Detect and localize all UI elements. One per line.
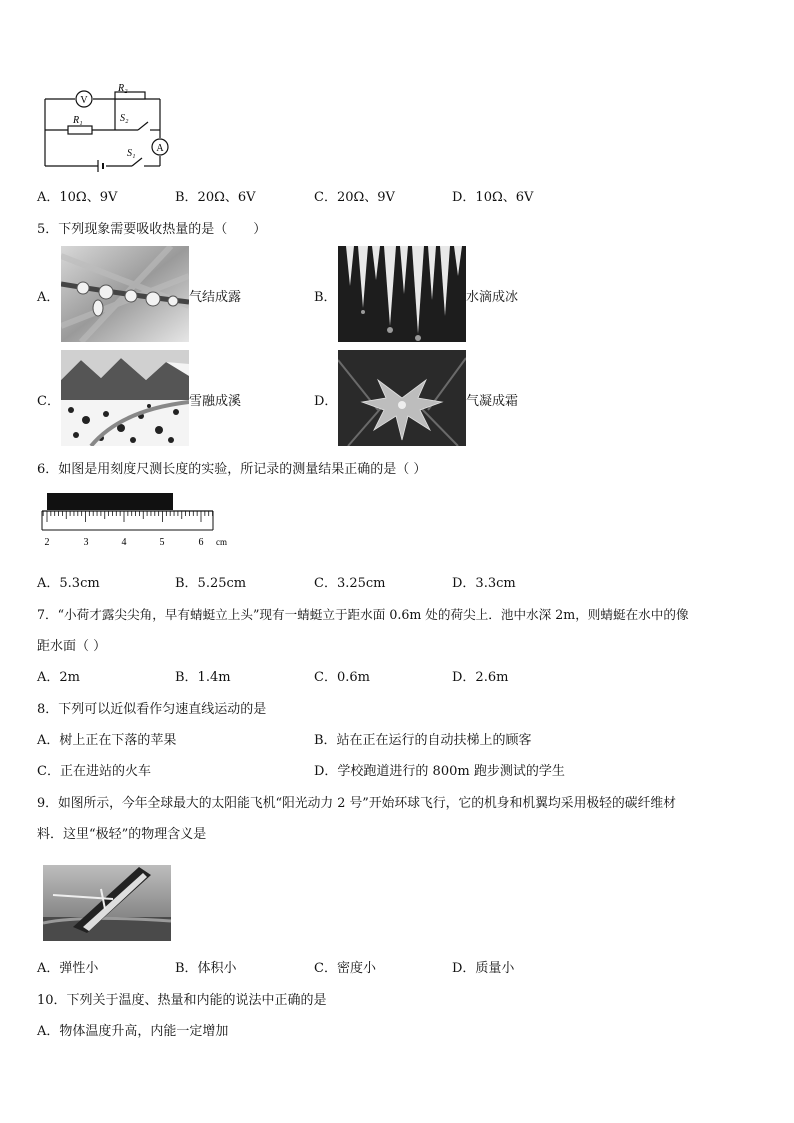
q9-stem-line1: 9．如图所示，今年全球最大的太阳能飞机“阳光动力 2 号”开始环球飞行，它的机身和机翼均采用极轻的碳纤维材 — [37, 796, 676, 811]
q5-option-d-caption: 气凝成霜 — [466, 394, 519, 409]
ruler-tick-label: 4 — [121, 537, 127, 548]
q10-option-a[interactable]: A．物体温度升高，内能一定增加 — [37, 1024, 229, 1039]
q4-option-b[interactable]: B．20Ω、6V — [175, 190, 256, 205]
q5-option-b-letter[interactable]: B． — [314, 290, 337, 305]
q7-option-b[interactable]: B．1.4m — [175, 670, 231, 685]
q6-option-c[interactable]: C．3.25cm — [314, 576, 386, 591]
q5-stem: 5．下列现象需要吸收热量的是（ ） — [37, 222, 267, 237]
q8-stem: 8．下列可以近似看作匀速直线运动的是 — [37, 702, 267, 717]
ruler-diagram — [38, 490, 228, 552]
dew-on-stem-photo — [61, 246, 189, 342]
q7-option-a[interactable]: A．2m — [37, 670, 80, 685]
q9-option-b[interactable]: B．体积小 — [175, 961, 237, 976]
q7-stem-line1: 7．“小荷才露尖尖角，早有蜻蜓立上头”现有一蜻蜓立于距水面 0.6m 处的荷尖上．池中水深 2m，则蜻蜓在水中的像 — [37, 607, 689, 622]
q9-stem-line2: 料．这里“极轻”的物理含义是 — [37, 827, 207, 842]
q6-option-b[interactable]: B．5.25cm — [175, 576, 247, 591]
ammeter-label: A — [156, 143, 164, 154]
circuit-diagram — [40, 82, 170, 172]
q5-option-c-caption: 雪融成溪 — [189, 394, 242, 409]
q7-option-c[interactable]: C．0.6m — [314, 670, 370, 685]
s1-label: S₁ — [127, 148, 136, 159]
q5-option-a-caption: 气结成露 — [189, 290, 242, 305]
ruler-tick-label: 6 — [198, 537, 204, 548]
ruler-unit-label: cm — [216, 537, 227, 547]
q7-stem-line2: 距水面（ ） — [37, 639, 107, 654]
measured-object — [47, 493, 173, 510]
q9-option-c[interactable]: C．密度小 — [314, 961, 376, 976]
r1-label: R₁ — [73, 115, 83, 126]
q6-option-d[interactable]: D．3.3cm — [452, 576, 516, 591]
q5-option-c-letter[interactable]: C． — [37, 394, 60, 409]
solar-plane-photo — [43, 865, 171, 941]
ruler-tick-label: 5 — [159, 537, 165, 548]
q8-option-b[interactable]: B．站在正在运行的自动扶梯上的顾客 — [314, 733, 532, 748]
q4-option-d[interactable]: D．10Ω、6V — [452, 190, 534, 205]
q8-option-a[interactable]: A．树上正在下落的苹果 — [37, 733, 177, 748]
s2-label: S₂ — [120, 113, 129, 124]
r2-label: R₂ — [118, 83, 128, 94]
q5-option-a-letter[interactable]: A． — [37, 290, 60, 305]
q5-option-d-letter[interactable]: D． — [314, 394, 338, 409]
frost-leaf-photo — [338, 350, 466, 446]
ruler-tick-label: 3 — [83, 537, 89, 548]
q4-option-c[interactable]: C．20Ω、9V — [314, 190, 395, 205]
q7-option-d[interactable]: D．2.6m — [452, 670, 509, 685]
melting-snow-stream-photo — [61, 350, 189, 446]
q9-option-a[interactable]: A．弹性小 — [37, 961, 99, 976]
q9-option-d[interactable]: D．质量小 — [452, 961, 515, 976]
q8-option-c[interactable]: C．正在进站的火车 — [37, 764, 151, 779]
icicles-photo — [338, 246, 466, 342]
q4-option-a[interactable]: A．10Ω、9V — [37, 190, 118, 205]
voltmeter-label: V — [80, 95, 88, 106]
q6-stem: 6．如图是用刻度尺测长度的实验，所记录的测量结果正确的是（ ） — [37, 462, 427, 477]
q8-option-d[interactable]: D．学校跑道进行的 800m 跑步测试的学生 — [314, 764, 565, 779]
q5-option-b-caption: 水滴成冰 — [466, 290, 519, 305]
q10-stem: 10．下列关于温度、热量和内能的说法中正确的是 — [37, 993, 327, 1008]
q6-option-a[interactable]: A．5.3cm — [37, 576, 100, 591]
ruler-tick-label: 2 — [44, 537, 50, 548]
